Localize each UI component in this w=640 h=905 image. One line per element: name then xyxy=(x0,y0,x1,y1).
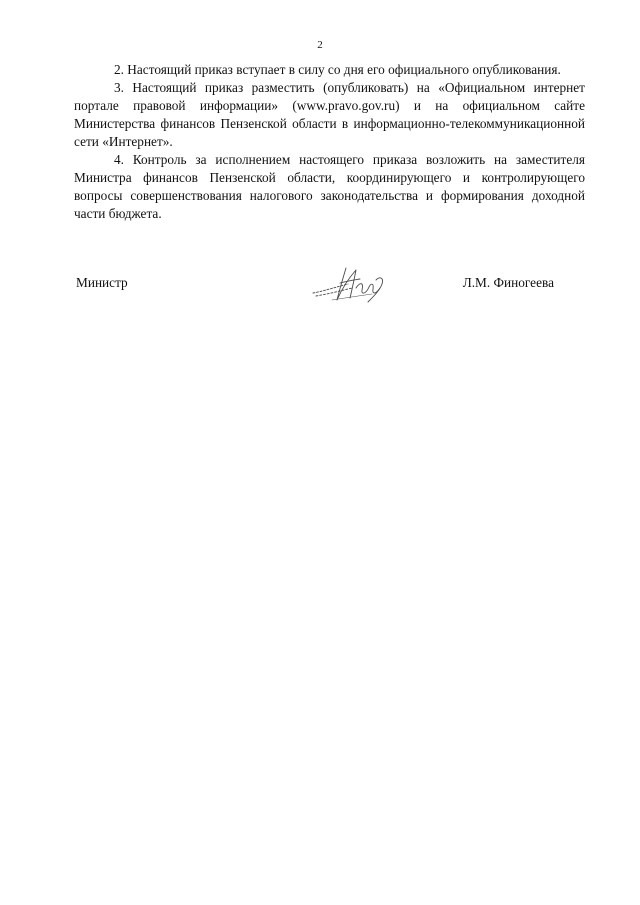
paragraph-control: 4. Контроль за исполнением настоящего приказа возложить на заместителя Министра финансов Пензенской области, координирующего и контролирующего вопросы совершенствования налогового законодательства и формирования доходной части бюджета. xyxy=(74,152,585,221)
handwritten-signature xyxy=(310,260,390,308)
paragraph-publication: 3. Настоящий приказ разместить (опубликовать) на «Официальном интернет портале правовой информации» (www.pravo.gov.ru) и на официальном сайте Министерства финансов Пензенской области в информационно-телекоммуникационной сети «Интернет». xyxy=(74,80,585,149)
paragraph-effective-date: 2. Настоящий приказ вступает в силу со дня его официального опубликования. xyxy=(114,62,561,77)
document-body xyxy=(74,61,585,223)
signature-block xyxy=(74,256,554,320)
signatory-name: Л.М. Финогеева xyxy=(462,275,554,290)
page-number: 2 xyxy=(317,39,323,51)
signatory-title: Министр xyxy=(76,275,128,290)
